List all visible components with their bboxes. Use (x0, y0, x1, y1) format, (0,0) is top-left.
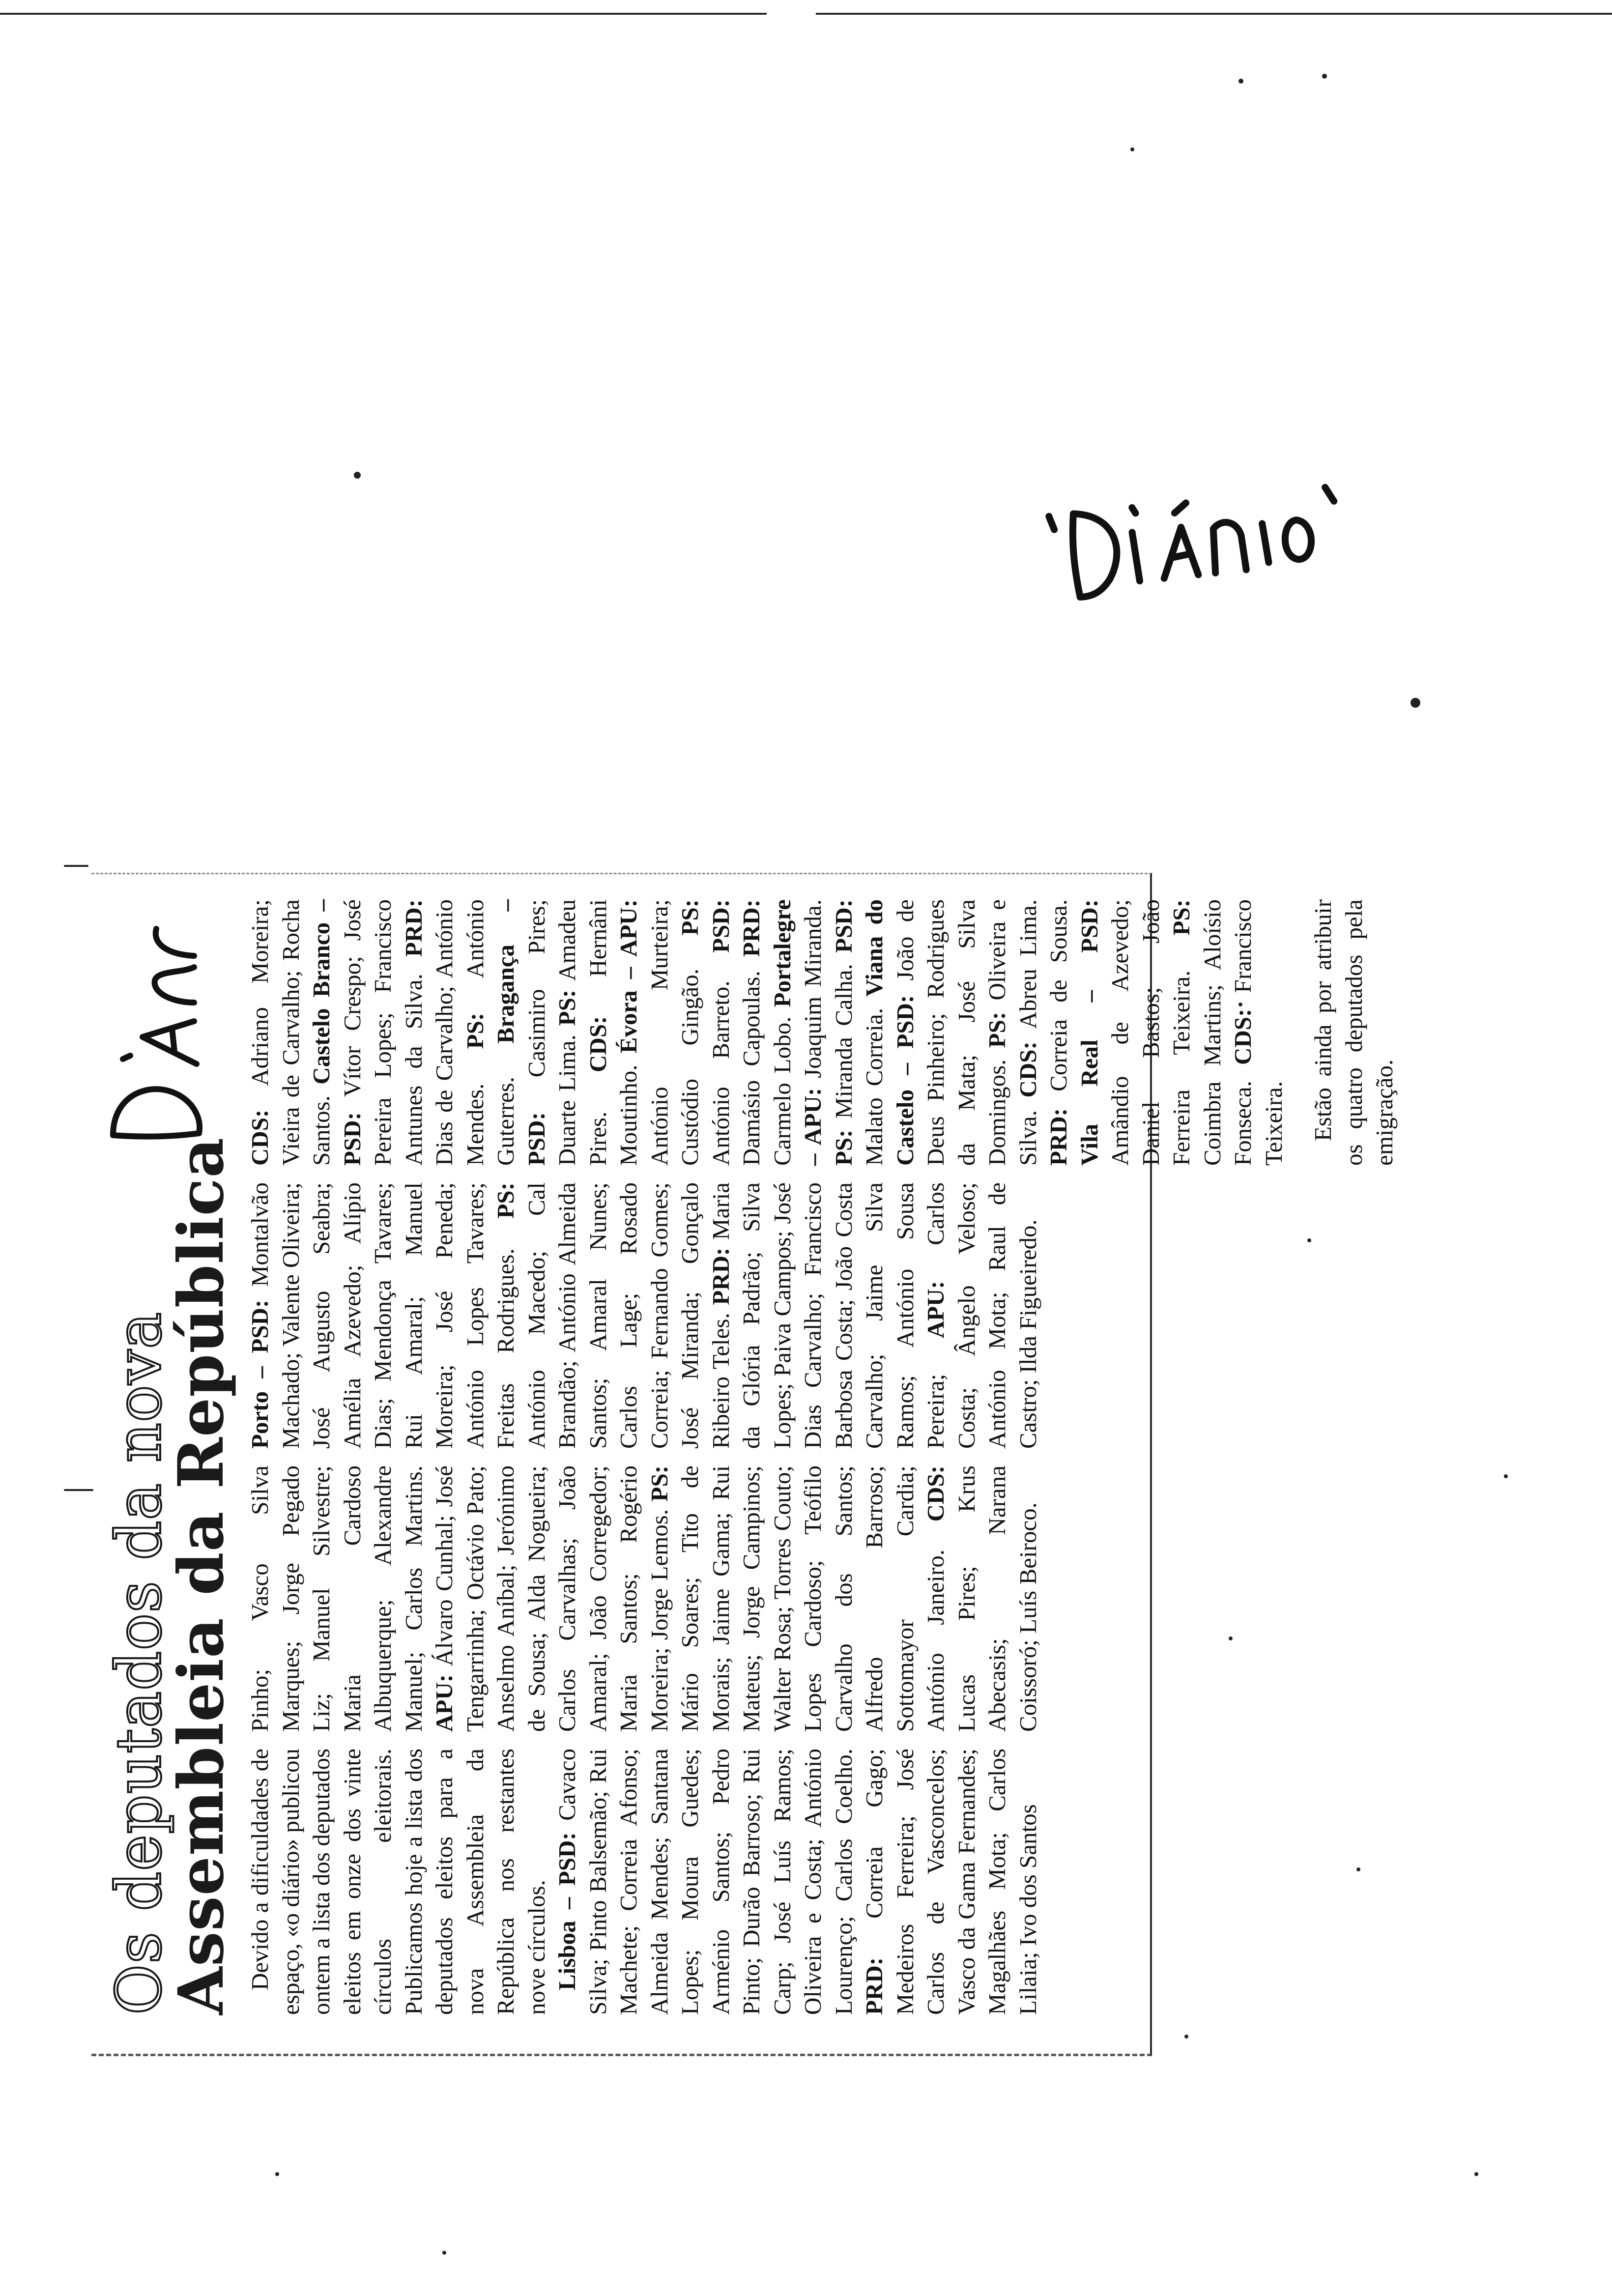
constituency-party-label: Bragança – PSD: (492, 899, 550, 1166)
deputy-names: António Macedo; Cal Brandão; António Almeida Santos; Amaral Nunes; Carlos Lage; Rosado Correia; Fernando Gomes; José Miranda; Gonçalo Ribeiro Teles. (522, 1182, 734, 1449)
deputy-names: Coimbra Martins; Aloísio Fonseca. (1198, 899, 1256, 1166)
constituency-party-label: PS: (1168, 899, 1195, 936)
deputy-names: Pinho; Vasco Silva Marques; Jorge Pegado Liz; Manuel Silvestre; Maria Cardoso Albuquerque; Alexandre Manuel; Carlos Martins. (246, 1465, 427, 1732)
constituency-party-label: Castelo Branco – PSD: (308, 899, 366, 1166)
deputy-names: Estão ainda por atribuir os quatro deputados pela emigração. (1309, 899, 1398, 1166)
constituency-party-label: PRD: (738, 899, 765, 957)
headline-line-1: Os deputados da nova (103, 1311, 175, 2015)
constituency-party-label: PS: (830, 1129, 857, 1166)
deputy-names: Montalvão Machado; Valente Oliveira; José Augusto Seabra; Amélia Azevedo; Alípio Dias; Mendonça Tavares; Rui Amaral; Manuel Moreira; José Peneda; António Lopes Tavares; Freitas Rodrigues. (246, 1182, 519, 1449)
deputy-names: Amândio de Azevedo; Daniel Bastos; João Ferreira Teixeira. (1106, 899, 1195, 1166)
scan-speck (1504, 1474, 1508, 1478)
constituency-party-label: Porto – PSD: (246, 1299, 273, 1449)
deputy-names: Devido a dificuldades de espaço, «o diário» publicou ontem a lista dos deputados eleitos em onze dos vinte círculos eleitorais. Publicamos hoje a lista dos deputados eleitos para a nova Assembleia da República nos restantes nove círculos. (246, 1748, 550, 2015)
deputy-names: António Guterres. (461, 899, 519, 1166)
deputy-names: Vítor Crespo; José Pereira Lopes; Francisco Antunes da Silva. (338, 899, 427, 1166)
scan-speck (1474, 2172, 1478, 2176)
deputy-names: Mário Soares; Tito de Morais; Jaime Gama; Rui Mateus; Jorge Campinos; Walter Rosa; Torres Couto; Lopes Cardoso; Teófilo Carvalho dos Santos; Alfredo Barroso; Sottomayor Cardia; António Janeiro. (676, 1465, 949, 1732)
newspaper-clipping (88, 870, 1398, 2059)
scan-speck (1410, 698, 1420, 708)
deputy-names: Cavaco Silva; Pinto Balsemão; Rui Machete; Correia Afonso; Almeida Mendes; Santana Lopes; Moura Guedes; Arménio Santos; Pedro Pinto; Durão Barroso; Rui Carp; José Luís Ramos; Oliveira e Costa; António Lourenço; Carlos Coelho. (553, 1748, 857, 2015)
article-paragraph (552, 1749, 1043, 2015)
constituency-party-label: CDS: (246, 1109, 273, 1166)
deputy-names: Oliveira e Silva. (983, 899, 1041, 1166)
handwritten-margin-note (1036, 456, 1353, 615)
article-paragraph (245, 899, 1289, 1166)
article-paragraph (245, 1182, 1043, 1449)
constituency-party-label: PS: (553, 989, 580, 1026)
scan-speck (354, 472, 361, 479)
deputy-names: Casimiro Pires; Duarte Lima. (522, 899, 580, 1166)
deputy-names: Malato Correia. (861, 1008, 888, 1166)
deputy-names: Amadeu Pires. (553, 899, 611, 1166)
constituency-party-label: CDS: (584, 1016, 611, 1072)
constituency-party-label: PS: (983, 1011, 1010, 1048)
constituency-party-label: Évora – APU: (615, 899, 642, 1054)
scan-speck (1130, 147, 1134, 151)
constituency-party-label: PS: (492, 1182, 519, 1219)
deputy-names: Damásio Capoulas. (738, 971, 765, 1166)
deputy-names: Correia Gago; Medeiros Ferreira; José Carlos de Vasconcelos; Vasco da Gama Fernandes; Magalhães Mota; Carlos Lilaia; Ivo dos Santos (861, 1748, 1041, 2015)
scan-speck (275, 2172, 279, 2176)
deputy-names: Carmelo Lobo. (768, 1016, 796, 1166)
deputy-names: Correia de Sousa. (1045, 899, 1072, 1091)
article-columns (245, 899, 1400, 2015)
article-paragraph (1308, 899, 1400, 1166)
deputy-names: Adriano Moreira; Vieira de Carvalho; Rocha Santos. (246, 899, 335, 1166)
scan-speck (64, 865, 88, 867)
article-column (245, 1465, 1400, 1732)
constituency-party-label: PS: (645, 1465, 673, 1502)
constituency-party-label: PRD: (400, 899, 427, 957)
top-rule-left (0, 13, 767, 15)
constituency-party-label: CDS: (1229, 1008, 1256, 1065)
handwritten-source-label (93, 924, 206, 1150)
scan-speck (442, 2251, 446, 2255)
constituency-party-label: PS: (676, 899, 703, 936)
constituency-party-label: Vila Real – PSD: (1075, 899, 1103, 1166)
deputy-names: João de Deus Pinheiro; Rodrigues da Mata; José Silva Domingos. (891, 899, 1010, 1166)
constituency-party-label: PRD: (1045, 1108, 1072, 1166)
constituency-party-label: Lisboa – PSD: (553, 1832, 580, 1990)
scan-speck (1184, 2035, 1188, 2038)
deputy-names: Miranda Calha. (830, 964, 857, 1119)
article-column (245, 1749, 1400, 2015)
deputy-names: Abreu Lima. (1014, 899, 1041, 1029)
deputy-names: Francisco Teixeira. (1229, 899, 1287, 1166)
constituency-party-label: Viana do Castelo – PSD: (861, 899, 919, 1166)
headline-line-2: Assembleia da República (165, 1137, 237, 2015)
deputy-names: Joaquim Miranda. (799, 899, 826, 1078)
deputy-names: Hernâni Moutinho. (584, 899, 642, 1166)
constituency-party-label: PS: (461, 1012, 489, 1049)
deputy-names: António Murteira; Custódio Gingão. (645, 899, 703, 1166)
article-paragraph (245, 1749, 552, 2015)
top-rule-right (816, 13, 1612, 15)
scan-speck (1322, 74, 1327, 79)
constituency-party-label: PRD: (707, 1247, 734, 1305)
scan-speck (1238, 79, 1243, 84)
article-column (245, 899, 1400, 1166)
constituency-party-label: CDS: (1014, 1041, 1041, 1098)
deputy-names: Dias de Carvalho; António Mendes. (431, 899, 489, 1166)
constituency-party-label: APU: (431, 1674, 458, 1732)
constituency-party-label: PSD: (830, 899, 857, 953)
deputy-names: António Barreto. (707, 980, 734, 1166)
margin-note-strokes (1036, 456, 1353, 615)
deputy-names: Maria da Glória Padrão; Silva Lopes; Paiva Campos; José Dias Carvalho; Francisco Barbosa Costa; João Costa Carvalho; Jaime Silva Ramos; António Sousa Pereira; (707, 1182, 949, 1449)
constituency-party-label: Portalegre – APU: (768, 899, 826, 1166)
deputy-names: Lucas Pires; Krus Abecasis; Narana Coissoró; Luís Beiroco. (952, 1465, 1041, 1732)
constituency-party-label: APU: (922, 1281, 949, 1339)
clipping-content (88, 870, 1398, 2049)
constituency-party-label: PSD: (707, 899, 734, 953)
deputy-names: Álvaro Cunhal; José Tengarrinha; Octávio Pato; Anselmo Aníbal; Jerónimo de Sousa; Alda Nogueira; Carlos Carvalhas; João Amaral; João Corregedor; Maria Santos; Rogério Moreira; Jorge Lemos. (431, 1465, 673, 1732)
article-paragraph (245, 1465, 1043, 1732)
article-column (245, 1182, 1400, 1449)
deputy-names: Carlos Costa; Ângelo Veloso; António Mota; Raul de Castro; Ilda Figueiredo. (922, 1182, 1041, 1449)
source-label-strokes (93, 924, 206, 1150)
constituency-party-label: PRD: (861, 1957, 888, 2015)
constituency-party-label: CDS: (922, 1465, 949, 1522)
